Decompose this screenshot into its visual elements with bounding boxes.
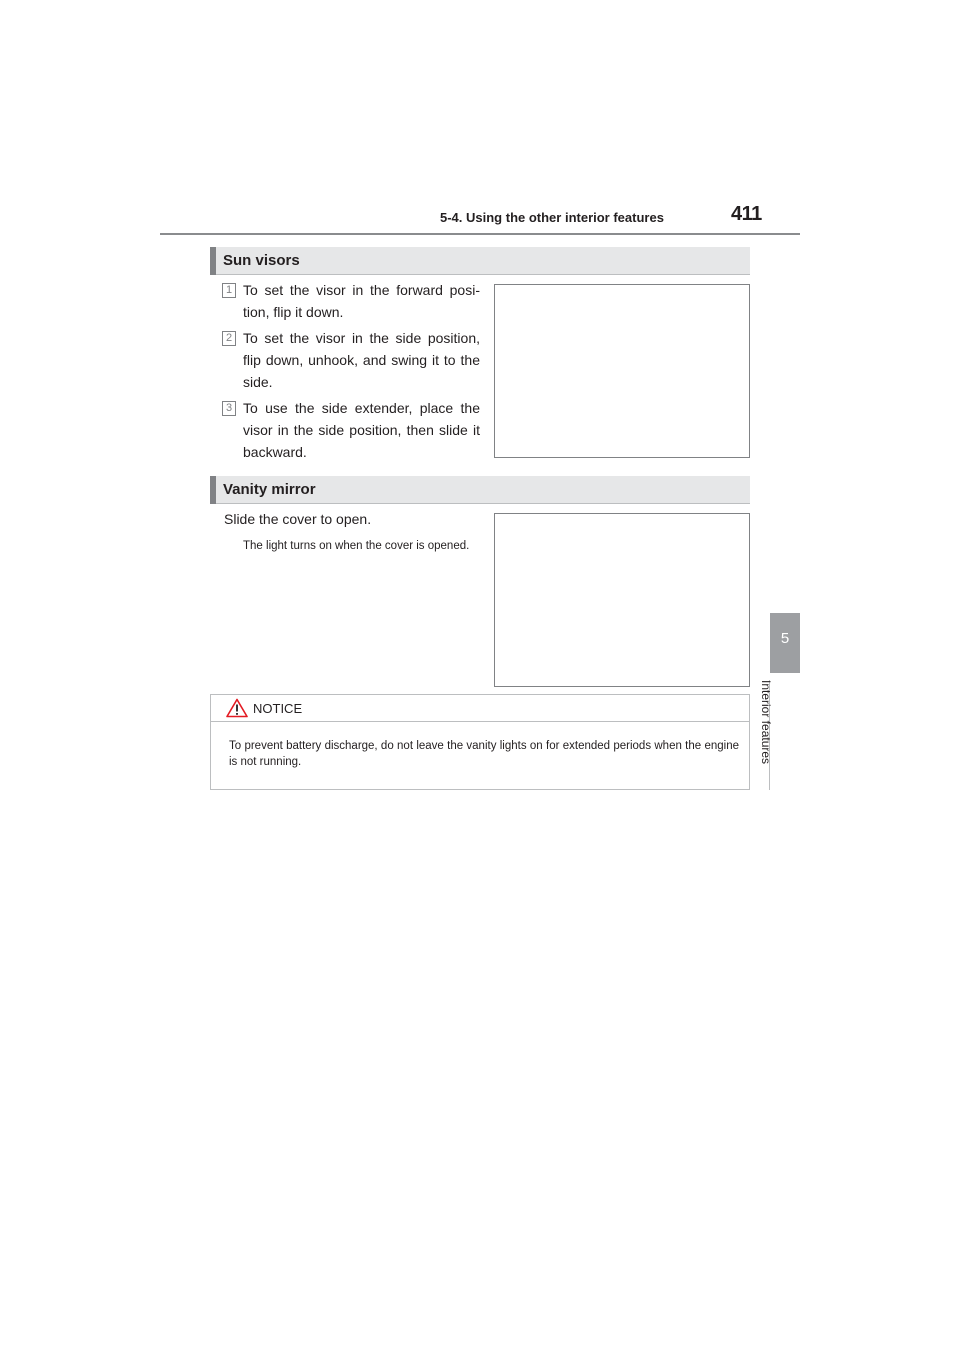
sun-visor-illustration bbox=[494, 284, 750, 458]
section-title-vanity-mirror: Vanity mirror bbox=[223, 481, 316, 498]
vanity-mirror-instruction: Slide the cover to open. bbox=[224, 511, 372, 527]
section-accent-bar bbox=[210, 476, 216, 504]
section-header-sun-visors bbox=[210, 247, 750, 275]
header-section-title: 5-4. Using the other interior features bbox=[440, 210, 664, 225]
notice-title: NOTICE bbox=[253, 701, 303, 716]
chapter-number-tab: 5 bbox=[770, 613, 800, 673]
step-number-1: 1 bbox=[222, 283, 236, 298]
step-number-3: 3 bbox=[222, 401, 236, 416]
notice-divider bbox=[211, 721, 749, 722]
section-header-vanity-mirror bbox=[210, 476, 750, 504]
section-title-sun-visors: Sun visors bbox=[223, 252, 300, 269]
header-rule bbox=[160, 233, 800, 235]
step-number-2: 2 bbox=[222, 331, 236, 346]
section-accent-bar bbox=[210, 247, 216, 275]
step-text-2: To set the visor in the side position, flip down, unhook, and swing it to the side. bbox=[243, 330, 480, 390]
notice-text: To prevent battery discharge, do not leave the vanity lights on for extended periods when the engine is not running. bbox=[229, 740, 739, 768]
step-text-3: To use the side extender, place the visor in the side position, then slide it backward. bbox=[243, 400, 480, 460]
vanity-mirror-note: The light turns on when the cover is opened. bbox=[243, 540, 470, 552]
vanity-mirror-illustration bbox=[494, 513, 750, 687]
chapter-label-container bbox=[759, 680, 790, 790]
warning-triangle-icon bbox=[226, 698, 248, 718]
step-text-1: To set the visor in the forward posi-tion, flip it down. bbox=[243, 282, 480, 320]
page-number: 411 bbox=[731, 203, 762, 225]
chapter-label: Interior features bbox=[759, 680, 773, 765]
